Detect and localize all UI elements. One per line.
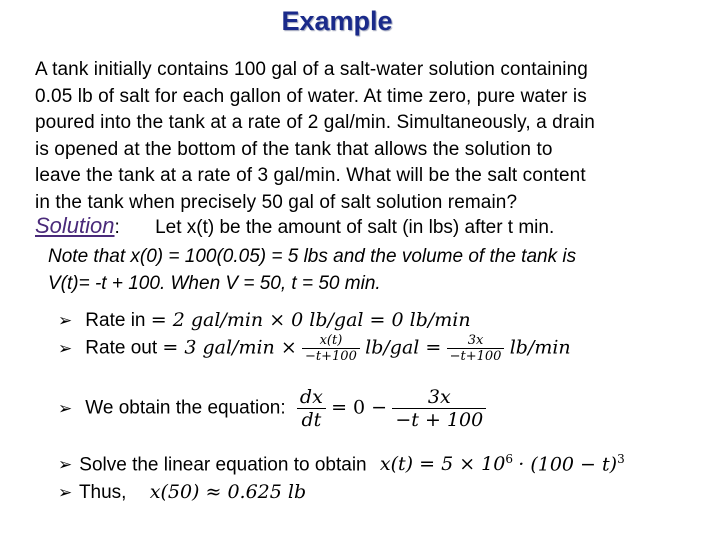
solve-expression-b: · (100 − t) [518, 453, 618, 476]
derivative-fraction [297, 386, 326, 431]
arrow-bullet-icon: ➢ [58, 311, 73, 330]
rhs-fraction [392, 386, 486, 431]
fraction-denominator: −t+100 [305, 349, 357, 364]
solution-text: Let x(t) be the amount of salt (in lbs) after t min. [155, 217, 555, 238]
fraction-numerator: dx [297, 386, 326, 409]
thus-label: Thus, [78, 482, 127, 503]
rate-out-unit: lb/min [509, 336, 571, 359]
solution-row [35, 213, 554, 239]
problem-statement [35, 57, 685, 216]
solution-note [48, 244, 708, 297]
problem-line: leave the tank at a rate of 3 gal/min. What will be the salt content [35, 165, 586, 186]
solution-label: Solution [35, 213, 115, 238]
solve-exponent-2: 3 [617, 452, 625, 466]
solve-exponent-1: 6 [505, 452, 513, 466]
problem-line: A tank initially contains 100 gal of a salt-water solution containing [35, 59, 588, 80]
problem-line: poured into the tank at a rate of 2 gal/min. Simultaneously, a drain [35, 112, 595, 133]
rate-out-fraction-2 [447, 333, 505, 364]
fraction-denominator: dt [301, 409, 322, 431]
rate-out-mid: lb/gal = [365, 336, 442, 359]
arrow-bullet-icon: ➢ [58, 455, 73, 475]
problem-line: 0.05 lb of salt for each gallon of water. At time zero, pure water is [35, 85, 587, 107]
fraction-numerator: 3x [392, 386, 486, 409]
note-line: Note that x(0) = 100(0.05) = 5 lbs and the volume of the tank is [48, 246, 577, 267]
problem-line: is opened at the bottom of the tank that allows the solution to [35, 138, 553, 160]
rate-in-item [58, 309, 471, 332]
fraction-numerator: x(t) [302, 333, 360, 349]
arrow-bullet-icon: ➢ [58, 338, 73, 358]
note-line: V(t)= -t + 100. When V = 50, t = 50 min. [48, 272, 381, 294]
problem-line: in the tank when precisely 50 gal of salt solution remain? [35, 191, 518, 213]
solve-expression-a: x(t) = 5 × 10 [379, 453, 506, 476]
arrow-bullet-icon: ➢ [58, 398, 73, 418]
rate-out-lhs: = 3 gal/min × [162, 336, 297, 359]
solve-item [58, 452, 625, 476]
arrow-bullet-icon: ➢ [58, 483, 73, 502]
fraction-denominator: −t + 100 [395, 409, 484, 431]
equation-item [58, 386, 486, 431]
rate-in-label: Rate in [85, 310, 146, 331]
solve-label: Solve the linear equation to obtain [79, 454, 367, 476]
thus-item [58, 481, 306, 504]
solution-colon: : [114, 217, 120, 238]
equation-label: We obtain the equation: [85, 397, 286, 419]
rate-out-fraction [302, 333, 360, 364]
rate-out-item [58, 333, 571, 364]
fraction-denominator: −t+100 [449, 349, 502, 364]
fraction-numerator: 3x [447, 333, 505, 349]
rate-out-label: Rate out [85, 337, 158, 359]
thus-expression: x(50) ≈ 0.625 lb [149, 481, 307, 503]
slide-title: Example [281, 6, 393, 36]
equation-mid: = 0 − [331, 396, 388, 419]
rate-in-expression: = 2 gal/min × 0 lb/gal = 0 lb/min [150, 309, 471, 331]
